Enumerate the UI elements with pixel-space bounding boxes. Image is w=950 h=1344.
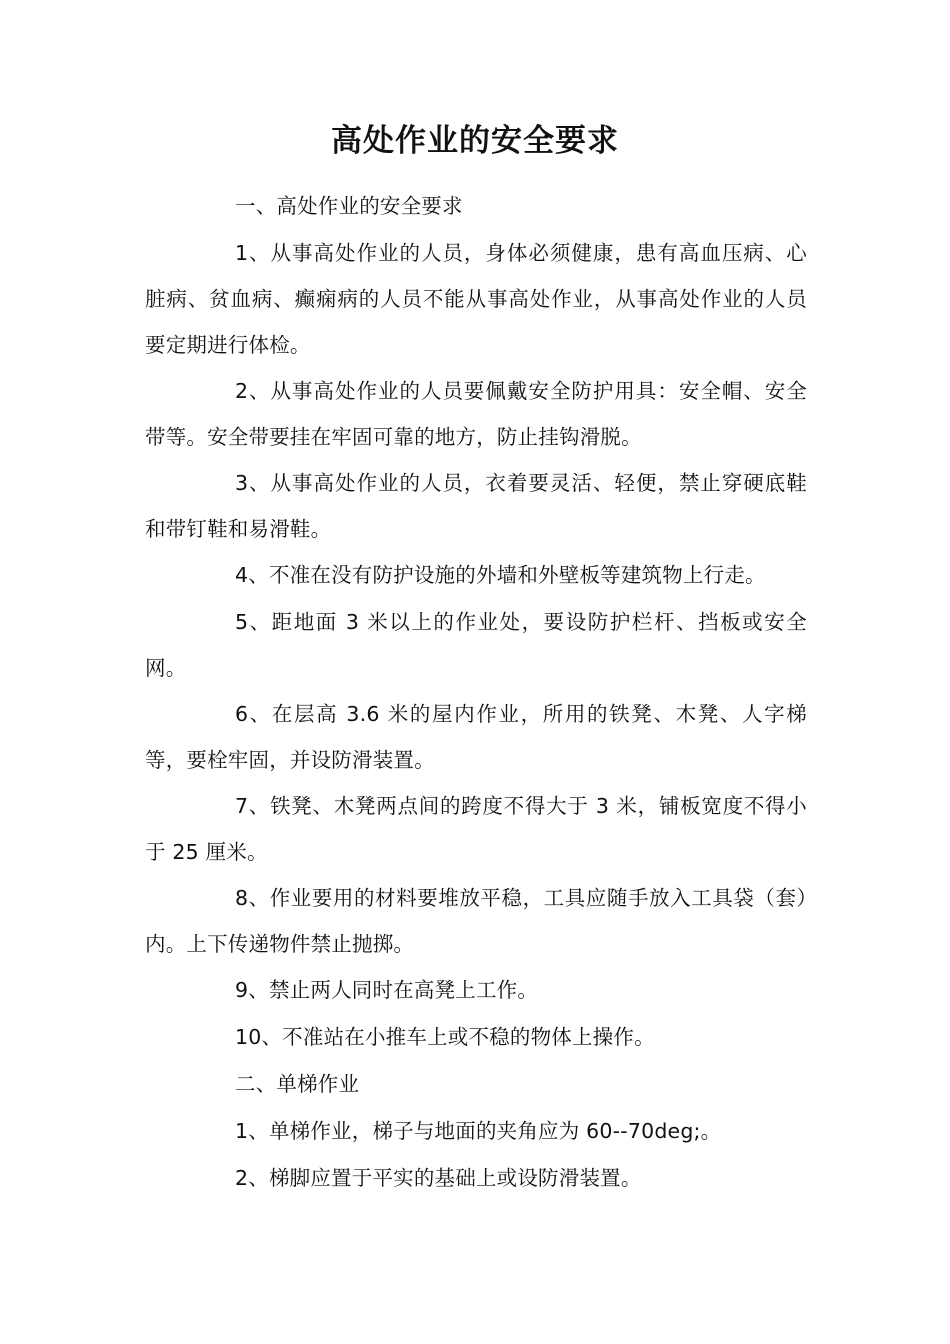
document-body — [145, 183, 807, 1202]
ladder-item-2: 2、梯脚应置于平实的基础上或设防滑装置。 — [235, 1166, 642, 1190]
section-heading-1: 一、高处作业的安全要求 — [235, 194, 463, 218]
section-heading-2: 二、单梯作业 — [235, 1072, 360, 1096]
paragraph-item-10: 10、不准站在小推车上或不稳的物体上操作。 — [235, 1025, 655, 1049]
ladder-item-1: 1、单梯作业，梯子与地面的夹角应为 60--70deg;。 — [235, 1119, 722, 1143]
paragraph-item-3: 3、从事高处作业的人员，衣着要灵活、轻便，禁止穿硬底鞋和带钉鞋和易滑鞋。 — [145, 471, 807, 541]
paragraph-item-2: 2、从事高处作业的人员要佩戴安全防护用具：安全帽、安全带等。安全带要挂在牢固可靠的地方，防止挂钩滑脱。 — [145, 379, 807, 449]
paragraph-item-5: 5、距地面 3 米以上的作业处，要设防护栏杆、挡板或安全网。 — [145, 610, 807, 680]
paragraph-item-4: 4、不准在没有防护设施的外墙和外壁板等建筑物上行走。 — [235, 563, 766, 587]
paragraph-item-7: 7、铁凳、木凳两点间的跨度不得大于 3 米，铺板宽度不得小于 25 厘米。 — [145, 794, 807, 864]
paragraph-item-1: 1、从事高处作业的人员，身体必须健康，患有高血压病、心脏病、贫血病、癫痫病的人员不能从事高处作业，从事高处作业的人员要定期进行体检。 — [145, 241, 807, 357]
document-title: 高处作业的安全要求 — [331, 123, 619, 159]
paragraph-item-6: 6、在层高 3.6 米的屋内作业，所用的铁凳、木凳、人字梯等，要栓牢固，并设防滑装置。 — [145, 702, 807, 772]
paragraph-item-9: 9、禁止两人同时在高凳上工作。 — [235, 978, 539, 1002]
paragraph-item-8: 8、作业要用的材料要堆放平稳，工具应随手放入工具袋（套）内。上下传递物件禁止抛掷。 — [145, 886, 807, 956]
